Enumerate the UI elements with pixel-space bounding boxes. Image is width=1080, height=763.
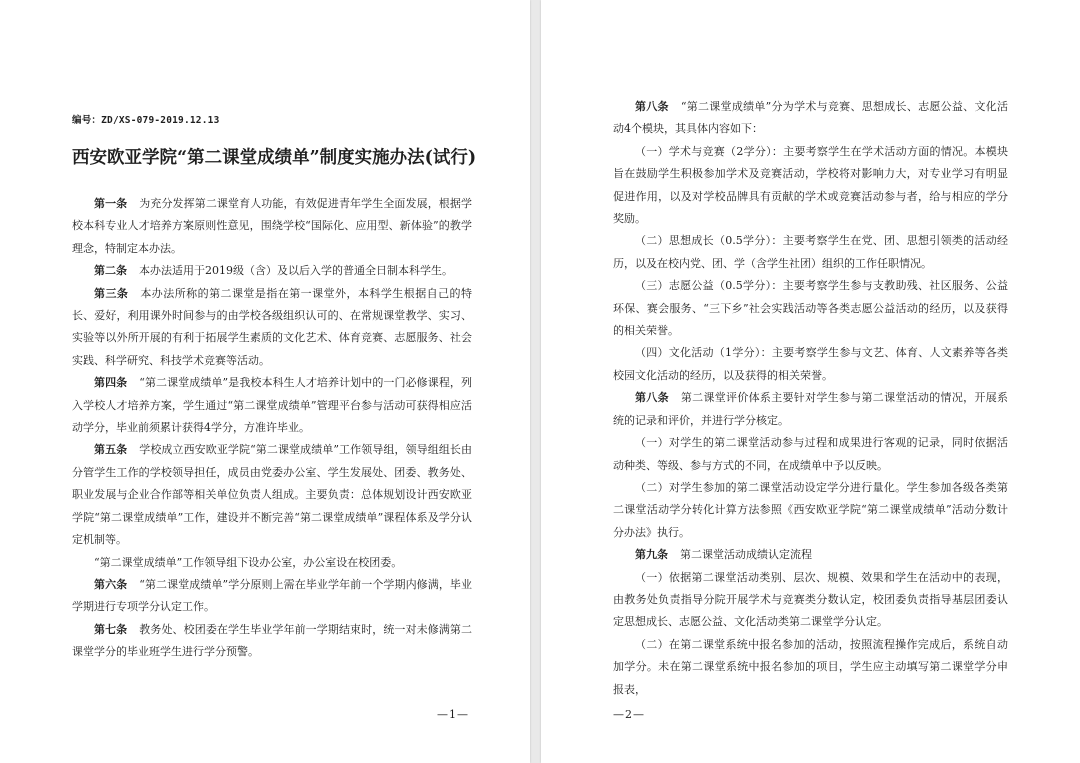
document-page-1 [0,0,530,763]
article-number: 第二条 [94,264,127,278]
article-paragraph [613,544,1008,566]
article-number: 第七条 [94,622,128,636]
article-number: 第五条 [94,443,128,457]
document-page-2 [541,0,1080,763]
article-paragraph [72,283,472,373]
article-text: （四）文化活动（1学分）：主要考察学生参与文艺、体育、人文素养等各类校园文化活动的经历，以及获得的相关荣誉。 [613,346,1008,382]
page-1-body [72,193,472,664]
document-title: 西安欧亚学院“第二课堂成绩单”制度实施办法(试行) [72,148,477,168]
article-paragraph [613,567,1008,634]
article-text: （三）志愿公益（0.5学分）：主要考察学生参与支教助残、社区服务、公益环保、赛会服务、“三下乡”社会实践活动等各类志愿公益活动的经历，以及获得的相关荣誉。 [613,279,1008,338]
document-number: 编号：ZD/XS-079-2019.12.13 [72,115,220,126]
article-text: 第二课堂活动成绩认定流程 [680,548,812,562]
article-paragraph [613,432,1008,477]
article-text: “第二课堂成绩单”学分原则上需在毕业学年前一个学期内修满，毕业学期进行专项学分认定工作。 [72,577,472,614]
page-number: —1— [437,708,469,721]
article-number: 第三条 [94,286,129,300]
article-paragraph [72,619,472,664]
article-paragraph [613,96,1008,141]
article-text: 为充分发挥第二课堂育人功能，有效促进青年学生全面发展，根据学校本科专业人才培养方案原则性意见，围绕学校“国际化、应用型、新体验”的教学理念，特制定本办法。 [72,197,472,255]
article-paragraph [613,477,1008,544]
article-number: 第八条 [635,391,669,405]
article-paragraph [72,372,472,439]
article-number: 第九条 [635,548,668,562]
article-text: （二）思想成长（0.5学分）：主要考察学生在党、团、思想引领类的活动经历，以及在校内党、团、学（含学生社团）组织的工作任职情况。 [613,234,1008,270]
article-paragraph [72,574,472,619]
article-paragraph [613,275,1008,342]
article-text: 学校成立西安欧亚学院“第二课堂成绩单”工作领导组，领导组组长由分管学生工作的学校领导担任，成员由党委办公室、学生发展处、团委、教务处、职业发展与企业合作部等相关单位负责人组成。主要负责：总体规划设计西安欧亚学院“第二课堂成绩单”工作，建设并不断完善“第二课堂成绩单”课程体系及学分认定机制等。 [72,443,472,547]
article-text: “第二课堂成绩单”分为学术与竞赛、思想成长、志愿公益、文化活动4个模块，其具体内容如下： [613,100,1009,136]
article-text: “第二课堂成绩单”工作领导组下设办公室，办公室设在校团委。 [94,555,403,569]
article-text: （二）在第二课堂系统中报名参加的活动，按照流程操作完成后，系统自动加学分。未在第二课堂系统中报名参加的项目，学生应主动填写第二课堂学分申报表， [613,637,1008,696]
article-paragraph [613,230,1008,275]
article-paragraph [72,439,472,551]
article-paragraph [613,342,1008,387]
article-number: 第八条 [635,100,669,113]
article-text: 本办法适用于2019级（含）及以后入学的普通全日制本科学生。 [139,264,453,278]
article-paragraph [613,634,1008,701]
article-paragraph [72,193,472,260]
page-number: —2— [613,708,645,721]
article-paragraph [72,552,472,574]
article-paragraph [72,260,472,282]
article-text: （二）对学生参加的第二课堂活动设定学分进行量化。学生参加各级各类第二课堂活动学分转化计算方法参照《西安欧亚学院“第二课堂成绩单”活动分数计分办法》执行。 [613,480,1008,539]
article-text: （一）对学生的第二课堂活动参与过程和成果进行客观的记录，同时依据活动种类、等级、参与方式的不同，在成绩单中予以反映。 [613,436,1008,472]
page-2-body [613,96,1008,701]
article-paragraph [613,141,1008,231]
article-text: （一）依据第二课堂活动类别、层次、规模、效果和学生在活动中的表现，由教务处负责指导分院开展学术与竞赛类分数认定，校团委负责指导基层团委认定思想成长、志愿公益、文化活动类第二课堂学分认定。 [613,570,1008,629]
article-text: 本办法所称的第二课堂是指在第一课堂外，本科学生根据自己的特长、爱好，利用课外时间参与的由学校各级组织认可的、在常规课堂教学、实习、实验等以外所开展的有利于拓展学生素质的文化艺术、体育竞赛、志愿服务、社会实践、科学研究、科技学术竞赛等活动。 [72,286,473,367]
article-number: 第四条 [94,376,128,390]
article-text: （一）学术与竞赛（2学分）：主要考察学生在学术活动方面的情况。本模块旨在鼓励学生积极参加学术及竞赛活动，学校将对影响力大，对专业学习有明显促进作用，以及对学校品牌具有贡献的学术或竞赛活动参与者，给与相应的学分奖励。 [613,144,1008,226]
article-paragraph [613,387,1008,432]
article-number: 第一条 [94,197,128,210]
article-number: 第六条 [94,577,128,591]
article-text: 教务处、校团委在学生毕业学年前一学期结束时，统一对未修满第二课堂学分的毕业班学生进行学分预警。 [72,622,472,659]
article-text: “第二课堂成绩单”是我校本科生人才培养计划中的一门必修课程，列入学校人才培养方案，学生通过“第二课堂成绩单”管理平台参与活动可获得相应活动学分，毕业前须累计获得4学分，方准许毕业。 [72,376,472,435]
article-text: 第二课堂评价体系主要针对学生参与第二课堂活动的情况，开展系统的记录和评价，并进行学分核定。 [613,391,1009,427]
